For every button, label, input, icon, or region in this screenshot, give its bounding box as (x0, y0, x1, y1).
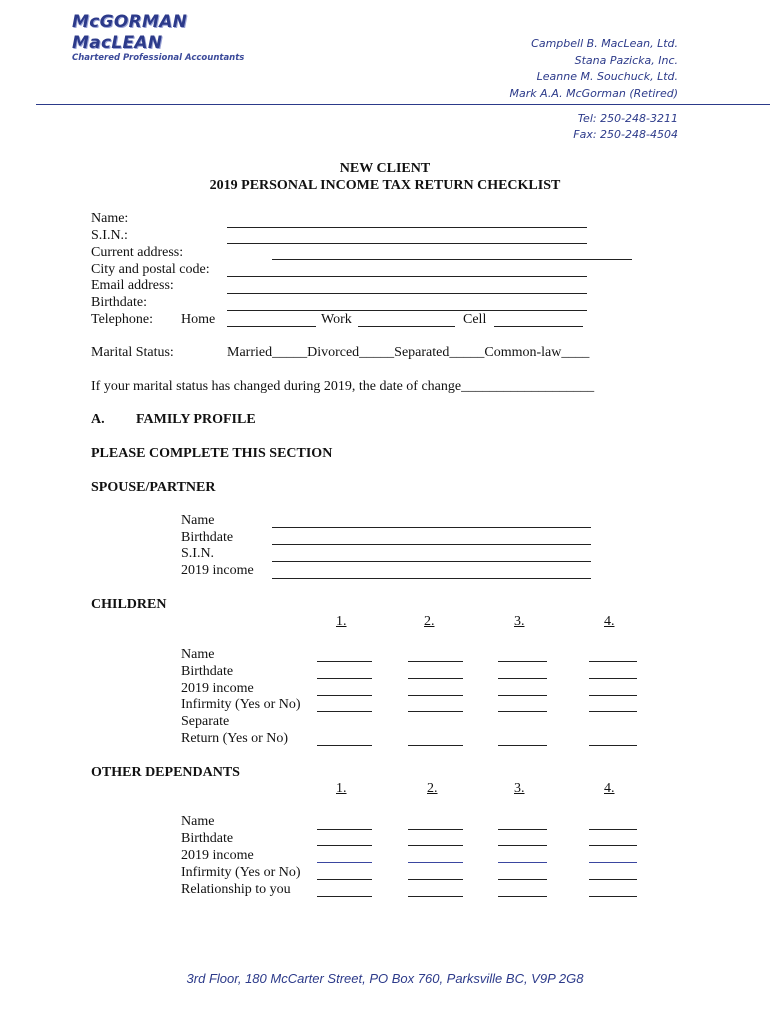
child-4-birthdate-field[interactable] (589, 678, 637, 679)
child-row-infirmity: Infirmity (Yes or No) (181, 697, 301, 712)
child-row-income: 2019 income (181, 681, 254, 696)
dependant-row-name: Name (181, 814, 215, 829)
spouse-birthdate-field[interactable] (272, 544, 591, 545)
child-3-birthdate-field[interactable] (498, 678, 547, 679)
dependant-3-relationship-field[interactable] (498, 896, 547, 897)
dependant-column-3: 3. (514, 781, 525, 796)
fax-number: Fax: 250-248-4504 (573, 128, 678, 141)
client-birthdate-label: Birthdate: (91, 295, 147, 310)
child-1-separate-return-field[interactable] (317, 745, 372, 746)
spouse-name-label: Name (181, 513, 215, 528)
child-row-separate-return: Return (Yes or No) (181, 731, 289, 746)
dependant-2-name-field[interactable] (408, 829, 463, 830)
marital-status-options[interactable]: Married_____Divorced_____Separated_____Common-law____ (227, 345, 590, 360)
child-4-income-field[interactable] (589, 695, 637, 696)
child-1-name-field[interactable] (317, 661, 372, 662)
telephone-number: Tel: 250-248-3211 (577, 112, 678, 125)
section-a-title: FAMILY PROFILE (136, 412, 256, 427)
partner-4: Mark A.A. McGorman (Retired) (509, 86, 678, 100)
child-row-birthdate: Birthdate (181, 664, 234, 679)
section-a-letter: A. (91, 412, 105, 427)
logo-tagline: Chartered Professional Accountants (72, 53, 245, 63)
client-birthdate-field[interactable] (227, 310, 587, 311)
dependant-2-infirmity-field[interactable] (408, 879, 463, 880)
client-sin-field[interactable] (227, 243, 587, 244)
telephone-work-field[interactable] (358, 326, 455, 327)
child-row-separate: Separate (181, 714, 230, 729)
spouse-heading: SPOUSE/PARTNER (91, 480, 216, 495)
partner-1: Campbell B. MacLean, Ltd. (531, 37, 678, 50)
section-instruction: PLEASE COMPLETE THIS SECTION (91, 446, 333, 461)
client-telephone-label: Telephone: (91, 312, 153, 327)
logo-line-1: McGORMAN (72, 12, 188, 32)
client-city-label: City and postal code: (91, 262, 210, 277)
child-4-separate-return-field[interactable] (589, 745, 637, 746)
telephone-work-label: Work (321, 312, 352, 327)
child-3-infirmity-field[interactable] (498, 711, 547, 712)
child-2-income-field[interactable] (408, 695, 463, 696)
dependant-3-birthdate-field[interactable] (498, 845, 547, 846)
child-2-birthdate-field[interactable] (408, 678, 463, 679)
child-3-separate-return-field[interactable] (498, 745, 547, 746)
child-3-income-field[interactable] (498, 695, 547, 696)
dependant-1-infirmity-field[interactable] (317, 879, 372, 880)
dependant-row-income: 2019 income (181, 848, 254, 863)
form-title-line-2: 2019 PERSONAL INCOME TAX RETURN CHECKLIST (209, 178, 561, 193)
spouse-name-field[interactable] (272, 527, 591, 528)
child-1-infirmity-field[interactable] (317, 711, 372, 712)
dependant-column-2: 2. (427, 781, 438, 796)
child-column-2: 2. (424, 614, 435, 629)
dependant-2-birthdate-field[interactable] (408, 845, 463, 846)
client-address-field[interactable] (272, 259, 632, 260)
client-address-label: Current address: (91, 245, 184, 260)
footer-address: 3rd Floor, 180 McCarter Street, PO Box 760, Parksville BC, V9P 2G8 (186, 971, 584, 986)
dependants-heading: OTHER DEPENDANTS (91, 765, 240, 780)
child-3-name-field[interactable] (498, 661, 547, 662)
dependant-4-birthdate-field[interactable] (589, 845, 637, 846)
child-row-name: Name (181, 647, 215, 662)
contact-info (573, 111, 678, 143)
client-name-label: Name: (91, 211, 129, 226)
spouse-sin-field[interactable] (272, 561, 591, 562)
dependant-column-1: 1. (336, 781, 347, 796)
client-name-field[interactable] (227, 227, 587, 228)
spouse-birthdate-label: Birthdate (181, 530, 234, 545)
child-2-infirmity-field[interactable] (408, 711, 463, 712)
child-1-birthdate-field[interactable] (317, 678, 372, 679)
dependant-3-infirmity-field[interactable] (498, 879, 547, 880)
client-sin-label: S.I.N.: (91, 228, 128, 243)
child-4-name-field[interactable] (589, 661, 637, 662)
dependant-4-infirmity-field[interactable] (589, 879, 637, 880)
header-divider (36, 104, 770, 105)
dependant-1-name-field[interactable] (317, 829, 372, 830)
dependant-1-income-field[interactable] (317, 862, 372, 863)
child-column-3: 3. (514, 614, 525, 629)
spouse-sin-label: S.I.N. (181, 546, 215, 561)
spouse-income-field[interactable] (272, 578, 591, 579)
telephone-cell-field[interactable] (494, 326, 583, 327)
client-city-field[interactable] (227, 276, 587, 277)
client-email-field[interactable] (227, 293, 587, 294)
dependant-row-infirmity: Infirmity (Yes or No) (181, 865, 301, 880)
spouse-income-label: 2019 income (181, 563, 254, 578)
partner-2: Stana Pazicka, Inc. (574, 53, 678, 67)
child-2-name-field[interactable] (408, 661, 463, 662)
partners-list (510, 36, 678, 102)
child-column-1: 1. (336, 614, 347, 629)
child-4-infirmity-field[interactable] (589, 711, 637, 712)
dependant-4-income-field[interactable] (589, 862, 637, 863)
dependant-3-income-field[interactable] (498, 862, 547, 863)
marital-change-question[interactable]: If your marital status has changed during 2019, the date of change___________________ (91, 379, 595, 394)
dependant-2-income-field[interactable] (408, 862, 463, 863)
telephone-home-field[interactable] (227, 326, 316, 327)
child-2-separate-return-field[interactable] (408, 745, 463, 746)
logo-line-2: MacLEAN (72, 33, 163, 53)
children-heading: CHILDREN (91, 597, 167, 612)
dependant-3-name-field[interactable] (498, 829, 547, 830)
telephone-cell-label: Cell (463, 312, 487, 327)
dependant-column-4: 4. (604, 781, 615, 796)
child-1-income-field[interactable] (317, 695, 372, 696)
dependant-row-relationship: Relationship to you (181, 882, 291, 897)
child-column-4: 4. (604, 614, 615, 629)
dependant-4-relationship-field[interactable] (589, 896, 637, 897)
form-title-line-1: NEW CLIENT (339, 161, 431, 176)
marital-status-label: Marital Status: (91, 345, 174, 360)
partner-3: Leanne M. Souchuck, Ltd. (536, 70, 678, 83)
dependant-1-birthdate-field[interactable] (317, 845, 372, 846)
telephone-home-label: Home (181, 312, 216, 327)
dependant-1-relationship-field[interactable] (317, 896, 372, 897)
dependant-row-birthdate: Birthdate (181, 831, 234, 846)
client-email-label: Email address: (91, 278, 174, 293)
dependant-4-name-field[interactable] (589, 829, 637, 830)
dependant-2-relationship-field[interactable] (408, 896, 463, 897)
